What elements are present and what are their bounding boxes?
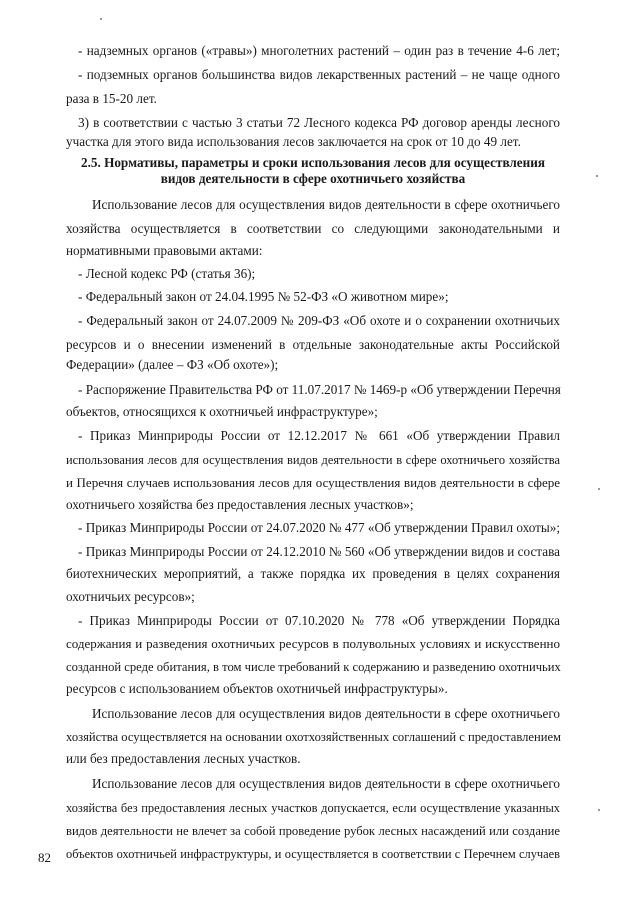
section-heading-line1: 2.5. Нормативы, параметры и сроки использования лесов для осуществления: [81, 155, 545, 170]
text-line: или без предоставления лесных участков.: [66, 751, 301, 766]
text-line: хозяйства осуществляется в соответствии со следующими законодательными и: [66, 221, 560, 236]
text-line: - Федеральный закон от 24.07.2009 № 209-ФЗ «Об охоте и о сохранении охотничьих: [78, 313, 560, 328]
text-line: биотехнических мероприятий, а также порядка их проведения в целях сохранения: [66, 566, 560, 581]
text-line: - Приказ Минприроды России от 07.10.2020 № 778 «Об утверждении Порядка: [78, 613, 560, 628]
text-line: объектов охотничьей инфраструктуры, и осуществляется в соответствии с Перечнем случаев: [66, 847, 560, 861]
text-line: использования лесов для осуществления видов деятельности в сфере охотничьего хозяйства: [66, 453, 560, 467]
text-line: хозяйства осуществляется на основании охотхозяйственных соглашений с предоставлением: [66, 730, 562, 744]
text-line: - Распоряжение Правительства РФ от 11.07.2017 № 1469-р «Об утверждении Перечня: [78, 382, 561, 397]
text-line: - подземных органов большинства видов лекарственных растений – не чаще одного: [78, 67, 560, 82]
text-line: хозяйства без предоставления лесных участков допускается, если осуществление указанных: [66, 801, 560, 815]
scan-speck: [598, 809, 600, 811]
text-line: - Приказ Минприроды России от 24.07.2020 № 477 «Об утверждении Правил охоты»;: [78, 520, 560, 535]
text-line: охотничьего хозяйства без предоставления лесных участков»;: [66, 497, 414, 512]
text-line: Использование лесов для осуществления видов деятельности в сфере охотничьего: [92, 706, 560, 721]
text-line: - Лесной кодекс РФ (статья 36);: [78, 266, 256, 281]
section-heading-line2: видов деятельности в сфере охотничьего хозяйства: [160, 171, 466, 186]
text-line: видов деятельности не влечет за собой проведение рубок лесных насаждений или создание: [66, 824, 560, 838]
text-line: Использование лесов для осуществления видов деятельности в сфере охотничьего: [92, 197, 560, 212]
text-line: созданной среде обитания, в том числе требований к содержанию и разведению охотничьих: [66, 660, 561, 674]
text-line: - Приказ Минприроды России от 12.12.2017 № 661 «Об утверждении Правил: [78, 428, 560, 443]
text-line: - надземных органов («травы») многолетних растений – один раз в течение 4-6 лет;: [78, 43, 560, 58]
text-line: - Приказ Минприроды России от 24.12.2010 № 560 «Об утверждении видов и состава: [78, 544, 560, 559]
text-line: - Федеральный закон от 24.04.1995 № 52-ФЗ «О животном мире»;: [78, 289, 449, 304]
text-line: ресурсов и о внесении изменений в отдельные законодательные акты Российской: [66, 337, 560, 352]
text-line: раза в 15-20 лет.: [66, 91, 157, 106]
text-line: Федерации» (далее – ФЗ «Об охоте»);: [66, 357, 279, 372]
scan-speck: [598, 488, 600, 490]
scan-speck: [596, 175, 598, 177]
text-line: ресурсов с использованием объектов охотничьей инфраструктуры».: [66, 681, 448, 696]
scan-speck: [100, 18, 102, 20]
text-line: нормативными правовыми актами:: [66, 243, 263, 258]
text-line: объектов, относящихся к охотничьей инфраструктуре»;: [66, 404, 378, 419]
page-number: 82: [38, 850, 51, 865]
text-line: Использование лесов для осуществления видов деятельности в сфере охотничьего: [92, 776, 560, 791]
text-line: охотничьих ресурсов»;: [66, 589, 195, 604]
text-line: содержания и разведения охотничьих ресурсов в полувольных условиях и искусственно: [66, 636, 560, 651]
text-line: участка для этого вида использования лесов заключается на срок от 10 до 49 лет.: [66, 134, 521, 149]
text-line: и Перечня случаев использования лесов для осуществления видов деятельности в сфере: [66, 475, 560, 490]
text-line: 3) в соответствии с частью 3 статьи 72 Лесного кодекса РФ договор аренды лесного: [78, 115, 560, 130]
